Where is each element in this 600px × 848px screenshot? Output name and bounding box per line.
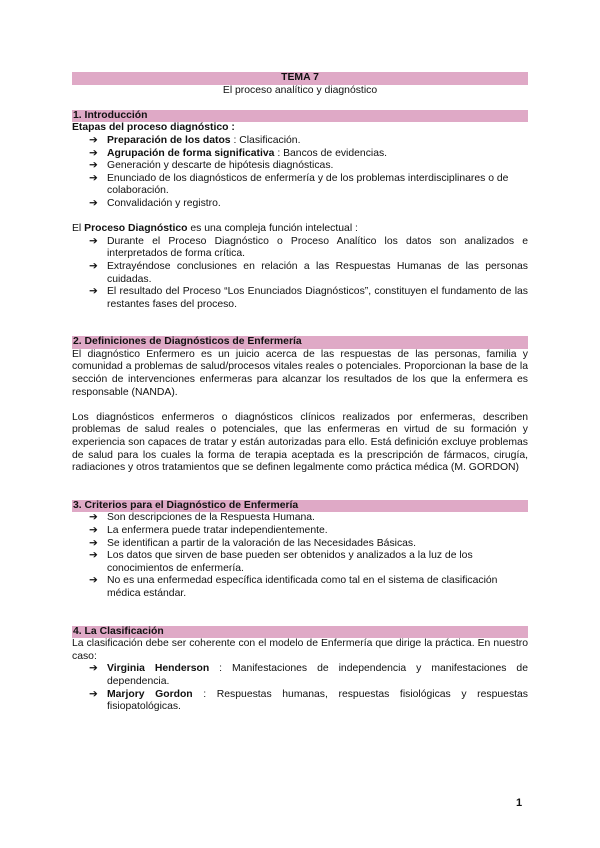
list-item: ➔ Los datos que sirven de base pueden ser obtenidos y analizados a la luz de los conocimientos de enfermería. — [89, 550, 473, 574]
list-item: ➔ Enunciado de los diagnósticos de enfermería y de los problemas interdisciplinares o de colaboración. — [89, 172, 509, 197]
list-item: ➔ Virginia Henderson : Manifestaciones de independencia y manifestaciones de dependencia. — [89, 663, 528, 687]
arrow-icon: ➔ — [89, 147, 98, 159]
section-4-heading: 4. La Clasificación — [72, 626, 528, 639]
list-item: ➔ La enfermera puede tratar independientemente. — [89, 525, 328, 536]
list-item: ➔ Son descripciones de la Respuesta Humana. — [89, 512, 315, 524]
arrow-icon: ➔ — [89, 235, 98, 247]
arrow-icon: ➔ — [89, 537, 98, 549]
arrow-icon: ➔ — [89, 688, 98, 700]
arrow-icon: ➔ — [89, 197, 98, 209]
section-3-heading: 3. Criterios para el Diagnóstico de Enfermería — [72, 500, 528, 513]
section-4-paragraph: La clasificación debe ser coherente con el modelo de Enfermería que dirige la práctica. En nuestro caso: — [72, 638, 528, 662]
list-item: ➔ Preparación de los datos : Clasificación. — [89, 134, 301, 146]
arrow-icon: ➔ — [89, 575, 98, 587]
topic-title: TEMA 7 — [72, 72, 528, 85]
section-2-heading: 2. Definiciones de Diagnósticos de Enfermería — [72, 336, 528, 349]
section-1-paragraph: El Proceso Diagnóstico es una compleja función intelectual : — [72, 223, 358, 235]
list-item: ➔ Convalidación y registro. — [89, 197, 221, 209]
list-item: ➔ Generación y descarte de hipótesis diagnósticas. — [89, 160, 334, 172]
topic-subtitle: El proceso analítico y diagnóstico — [222, 84, 378, 96]
arrow-icon: ➔ — [89, 663, 98, 675]
section-2-paragraph-1: El diagnóstico Enfermero es un juicio acerca de las respuestas de las personas, familia y comunidad a problemas de salud/procesos vitales reales o potenciales. Proporcionan la base de la sección de intervenciones enfermeras para alcanzar los resultados de los que la enfermera es responsable (NANDA). — [72, 348, 528, 398]
section-1-list — [72, 135, 528, 211]
section-4-list — [72, 663, 528, 713]
list-item: ➔ El resultado del Proceso “Los Enunciados Diagnósticos”, constituyen el fundamento de las restantes fases del proceso. — [89, 286, 528, 310]
arrow-icon: ➔ — [89, 550, 98, 562]
list-item: ➔ Durante el Proceso Diagnóstico o Proceso Analítico los datos son analizados e interpretados de forma crítica. — [89, 235, 528, 260]
arrow-icon: ➔ — [89, 512, 98, 524]
list-item: ➔ Marjory Gordon : Respuestas humanas, respuestas fisiológicas y respuestas fisiopatológicas. — [89, 688, 528, 713]
arrow-icon: ➔ — [89, 172, 98, 184]
arrow-icon: ➔ — [89, 260, 98, 272]
document-page — [72, 72, 528, 714]
arrow-icon: ➔ — [89, 525, 98, 536]
section-3-list — [72, 512, 528, 600]
arrow-icon: ➔ — [89, 160, 98, 172]
list-item: ➔ No es una enfermedad específica identificada como tal en el sistema de clasificación médica estándar. — [89, 575, 498, 599]
list-item: ➔ Extrayéndose conclusiones en relación a las Respuestas Humanas de las personas cuidadas. — [89, 260, 528, 285]
section-1-lead: Etapas del proceso diagnóstico : — [72, 122, 235, 134]
section-1-heading: 1. Introducción — [72, 110, 528, 123]
list-item: ➔ Agrupación de forma significativa : Bancos de evidencias. — [89, 147, 388, 159]
section-1-list-2 — [72, 236, 528, 312]
list-item: ➔ Se identifican a partir de la valoración de las Necesidades Básicas. — [89, 537, 417, 549]
page-number: 1 — [516, 797, 523, 809]
section-2-paragraph-2: Los diagnósticos enfermeros o diagnósticos clínicos realizados por enfermeras, describen problemas de salud reales o potenciales, que las enfermeras en virtud de su formación y experiencia son capaces de tratar y están autorizadas para ello. Está definición excluye problemas de salud para los cuales la forma de terapia aceptada es la prescripción de fármacos, cirugía, radiaciones y otros tratamientos que se definen legalmente como práctica médica (M. GORDON) — [72, 411, 528, 474]
arrow-icon: ➔ — [89, 286, 98, 298]
arrow-icon: ➔ — [89, 134, 98, 146]
